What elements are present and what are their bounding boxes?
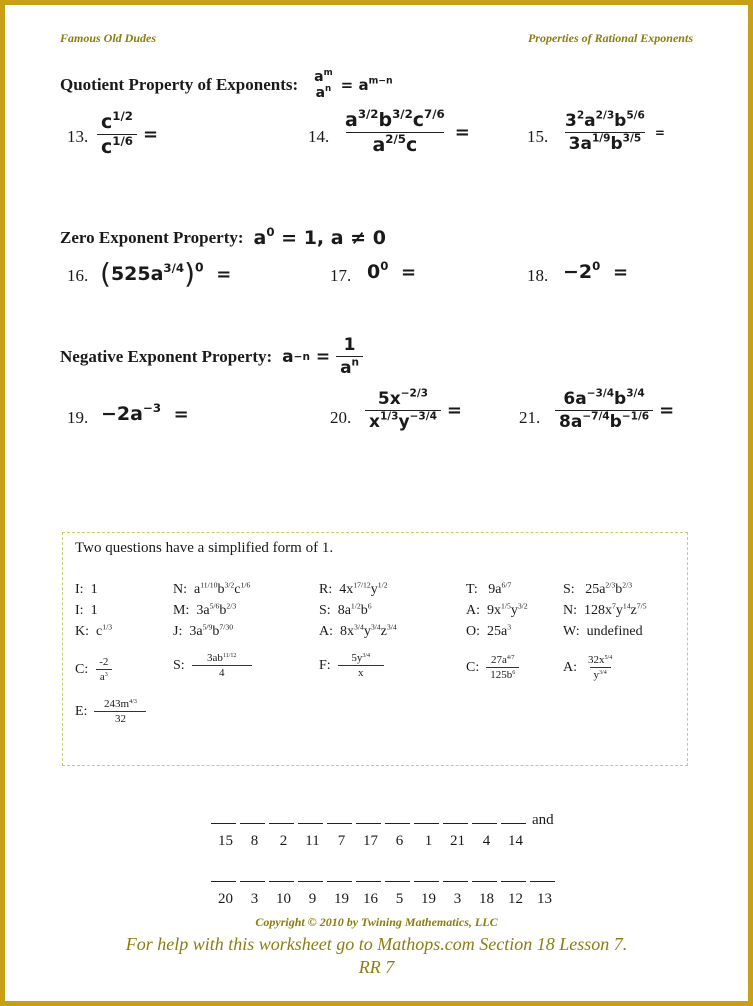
code-number: 15 — [218, 833, 233, 849]
section-title-zero: Zero Exponent Property: — [60, 228, 244, 247]
and-label: and — [532, 812, 554, 828]
code-number: 21 — [450, 833, 465, 849]
problem-21-expression: $\frac{6a^{-3/4}b^{3/4}}{8a^{-7/4}b^{-1/6}}$ = — [555, 389, 674, 432]
zero-rule-formula: $a^0 = 1$, a ≠ 0 — [253, 224, 386, 249]
problem-number: 19. — [67, 408, 89, 427]
code-number: 19 — [421, 891, 436, 907]
quotient-property-rule — [60, 69, 393, 101]
answer-choice: K: $c^{1/3}$ — [75, 622, 113, 639]
answer-choice: T: $9a^{6/7}$ — [466, 580, 512, 597]
answer-choice: N: $a^{11/10}b^{3/2}c^{1/6}$ — [173, 580, 251, 597]
code-number: 11 — [305, 833, 320, 849]
code-row-1-numbers — [211, 832, 554, 850]
problem-number: 15. — [527, 127, 549, 146]
zero-property-rule — [60, 224, 386, 249]
code-number: 13 — [537, 891, 552, 907]
answer-choice: C: $\frac{-2}{a^3}$ — [75, 656, 112, 683]
answer-choice: I: 1 — [75, 582, 98, 597]
problem-18-expression: $-2^0$ = — [563, 258, 629, 283]
answer-box — [62, 532, 688, 766]
quotient-rule-formula: $a^m$ $a^n$ = $a^{m-n}$ — [314, 67, 393, 101]
code-number: 6 — [395, 833, 404, 849]
answer-choice: N: $128x^7y^{14}z^{7/5}$ — [563, 601, 647, 618]
problem-number: 16. — [67, 266, 89, 285]
worksheet-code: RR 7 — [358, 957, 395, 977]
code-number: 8 — [250, 833, 259, 849]
answer-choice: E: $\frac{243m^{4/3}}{32}$ — [75, 698, 146, 725]
problem-number: 14. — [308, 127, 330, 146]
answer-choice: C: $\frac{27a^{4/7}}{125b^6}$ — [466, 654, 519, 681]
section-title-quotient: Quotient Property of Exponents: — [60, 75, 299, 94]
answer-choice: W: undefined — [563, 624, 643, 639]
problem-17-expression: $0^0$ = — [367, 258, 417, 283]
answer-box-intro: Two questions have a simplified form of 1. — [75, 540, 334, 556]
problem-number: 13. — [67, 127, 89, 146]
problem-19-expression: $-2a^{-3}$ = — [101, 400, 189, 425]
code-number: 9 — [308, 891, 317, 907]
negative-rule-formula: a −n = $\frac{1}{a^n}$ — [282, 335, 363, 378]
answer-choice: I: 1 — [75, 603, 98, 618]
answer-choice: S: $8a^{1/2}b^6$ — [319, 601, 372, 618]
answer-choice: A: $\frac{32x^{5/4}}{y^{3/4}}$ — [563, 654, 613, 681]
problem-15-expression: $\frac{3^2a^{2/3}b^{5/6}}{3a^{1/9}b^{3/5}}$ = — [565, 109, 665, 154]
answer-choice: S: $\frac{3ab^{11/12}}{4}$ — [173, 652, 252, 679]
code-number: 14 — [508, 833, 523, 849]
code-number: 2 — [279, 833, 288, 849]
answer-choice: J: $3a^{5/9}b^{7/30}$ — [173, 622, 234, 639]
code-number: 10 — [276, 891, 291, 907]
answer-choice: S: $25a^{2/3}b^{2/3}$ — [563, 580, 633, 597]
section-title-negative: Negative Exponent Property: — [60, 346, 273, 366]
problem-13-expression: $\frac{c^{1/2}}{c^{1/6}}$ = — [97, 111, 158, 158]
header-right: Properties of Rational Exponents — [527, 31, 693, 45]
code-number: 3 — [453, 891, 462, 907]
answer-choice: R: $4x^{17/12}y^{1/2}$ — [319, 580, 388, 597]
code-number: 7 — [337, 833, 346, 849]
header-left: Famous Old Dudes — [60, 31, 157, 45]
code-number: 3 — [250, 891, 259, 907]
code-number: 18 — [479, 891, 494, 907]
answer-choice: A: $9x^{1/5}y^{3/2}$ — [466, 601, 528, 618]
problem-20-expression: $\frac{5x^{-2/3}}{x^{1/3}y^{-3/4}}$ = — [365, 389, 462, 432]
problem-number: 18. — [527, 266, 549, 285]
code-number: 20 — [218, 891, 233, 907]
problem-number: 21. — [519, 408, 541, 427]
problem-number: 20. — [330, 408, 352, 427]
code-number: 5 — [395, 891, 404, 907]
code-number: 17 — [363, 833, 378, 849]
code-number: 19 — [334, 891, 349, 907]
code-number: 12 — [508, 891, 523, 907]
code-row-2-numbers — [211, 890, 559, 908]
answer-choice: M: $3a^{5/6}b^{2/3}$ — [173, 601, 237, 618]
help-text: For help with this worksheet go to Mathops.com Section 18 Lesson 7. — [125, 934, 628, 954]
code-row-2 — [211, 869, 559, 908]
problem-number: 17. — [330, 266, 352, 285]
code-row-1 — [211, 811, 554, 850]
answer-choice: O: $25a^3$ — [466, 622, 512, 639]
negative-property-rule — [60, 335, 363, 378]
answer-choice: F: $\frac{5y^{3/4}}{x}$ — [319, 652, 384, 679]
code-number: 16 — [363, 891, 378, 907]
problem-14-expression: $\frac{a^{3/2}b^{3/2}c^{7/6}}{a^{2/5}c}$ = — [345, 106, 470, 156]
code-number: 1 — [424, 833, 433, 849]
answer-choice: A: $8x^{3/4}y^{3/4}z^{3/4}$ — [319, 622, 397, 639]
problem-16-expression: $(525a^{3/4})^0$ = — [100, 257, 232, 290]
copyright: Copyright © 2010 by Twining Mathematics, LLC — [255, 915, 498, 929]
code-number: 4 — [482, 833, 491, 849]
